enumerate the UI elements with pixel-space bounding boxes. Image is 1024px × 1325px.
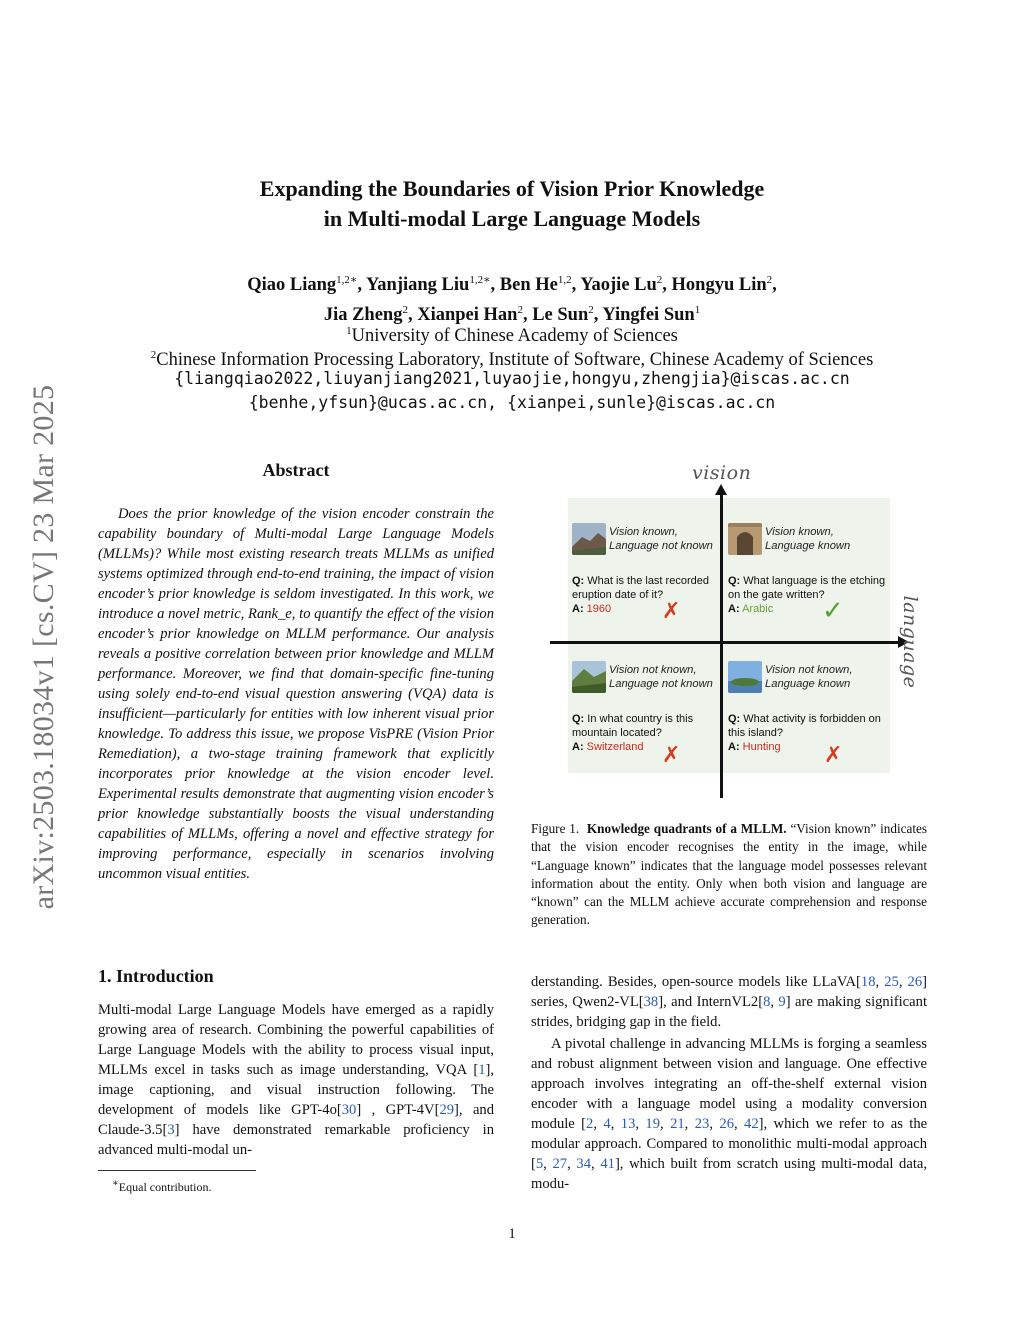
affiliation-2: $^2$Chinese Information Processing Laboratory, Institute of Software, Chinese Academy of Sciences: [150, 349, 874, 371]
quadrant-label: Vision known, Language not known: [609, 526, 713, 552]
quadrant-label: Vision not known, Language not known: [609, 664, 713, 690]
citation-link[interactable]: 3: [167, 1122, 175, 1138]
wrong-mark-icon: ✗: [824, 743, 843, 768]
author-line-2: Jia Zheng$^2$, Xianpei Han$^2$, Le Sun$^2$, Yingfei Sun$^1$: [323, 304, 701, 326]
footnote-divider: [98, 1170, 256, 1171]
citation-link[interactable]: 23: [694, 1116, 710, 1132]
vision-axis-arrow-icon: [715, 484, 727, 495]
paper-title: [0, 174, 1024, 234]
author-name: Ben He: [499, 275, 558, 296]
author-name: Jia Zheng: [323, 305, 403, 326]
citation-link[interactable]: 26: [719, 1116, 734, 1132]
citation-link[interactable]: 18: [860, 974, 876, 990]
quadrant-vision-known-language-known: [728, 523, 888, 653]
citation-link[interactable]: 13: [620, 1116, 636, 1132]
vision-axis-label: vision: [692, 462, 752, 484]
citation-link[interactable]: 30: [341, 1102, 357, 1118]
author-line-1: Qiao Liang$^{1,2∗}$, Yanjiang Liu$^{1,2∗}$, Ben He$^{1,2}$, Yaojie Lu$^2$, Hongyu Lin$^2$,: [247, 274, 777, 296]
quadrant-label: Vision not known, Language known: [765, 664, 853, 690]
email-line-1[interactable]: {liangqiao2022,liuyanjiang2021,luyaojie,hongyu,zhengjia}@iscas.ac.cn: [174, 369, 850, 388]
citation-link[interactable]: 34: [576, 1156, 592, 1172]
citation-link[interactable]: 26: [907, 974, 923, 990]
figure-caption: Figure 1. Knowledge quadrants of a MLLM. “Vision known” indicates that the vision encoder recognises the entity in the image, while “Language known” indicates that the language model possesses relevant information about the entity. Only when both vision and language are “known” can the MLLM achieve accurate comprehension and response generation.: [531, 821, 928, 928]
introduction-text-continued: derstanding. Besides, open-source models like LLaVA[18, 25, 26] series, Qwen2-VL[38], and InternVL2[8, 9] are making significant strides, bridging gap in the field. A pivotal challenge in advancing MLLMs is forging a seamless and robust alignment between vision and language. One effective approach involves integrating an off-the-shelf external vision encoder with a language model using a modality conversion module [2, 4, 13, 19, 21, 23, 26, 42], which we refer to as the modular approach. Compared to monolithic multi-modal approach [5, 27, 34, 41], which built from scratch using multi-modal data, modu-: [531, 974, 928, 1192]
wrong-mark-icon: ✗: [662, 599, 681, 624]
citation-link[interactable]: 9: [778, 994, 786, 1010]
title-line-2: in Multi-modal Large Language Models: [323, 206, 701, 231]
citation-link[interactable]: 1: [478, 1062, 486, 1078]
title-line-1: Expanding the Boundaries of Vision Prior Knowledge: [259, 176, 765, 201]
citation-link[interactable]: 42: [744, 1116, 759, 1132]
correct-check-icon: ✓: [822, 596, 844, 626]
citation-link[interactable]: 25: [884, 974, 899, 990]
author-name: Yanjiang Liu: [365, 275, 470, 296]
page-number: 1: [508, 1226, 516, 1242]
author-name: Yingfei Sun: [602, 305, 695, 326]
abstract-heading: Abstract: [262, 460, 330, 480]
quadrant-qa: Q: What is the last recorded eruption date of it? A: 1960: [572, 575, 709, 615]
introduction-text: Multi-modal Large Language Models have emerged as a rapidly growing area of research. Combining the powerful capabilities of Large Language Models with the ability to process visual input, MLLMs excel in tasks such as image understanding, VQA [1], image captioning, and visual instruction following. The development of models like GPT-4o[30] , GPT-4V[29], and Claude-3.5[3] have demonstrated remarkable proficiency in advanced multi-modal un-: [98, 1002, 495, 1158]
citation-link[interactable]: 38: [643, 994, 659, 1010]
knowledge-quadrants-figure: [540, 460, 932, 805]
language-axis-label: language: [899, 595, 921, 689]
arxiv-identifier[interactable]: arXiv:2503.18034v1 [cs.CV] 23 Mar 2025: [27, 384, 60, 910]
citation-link[interactable]: 41: [600, 1156, 615, 1172]
email-line-2[interactable]: {benhe,yfsun}@ucas.ac.cn, {xianpei,sunle}@iscas.ac.cn: [248, 393, 776, 412]
affiliation-1: $^1$University of Chinese Academy of Sciences: [346, 325, 678, 347]
wrong-mark-icon: ✗: [662, 743, 681, 768]
introduction-heading: 1. Introduction: [98, 966, 214, 986]
abstract-text: Does the prior knowledge of the vision encoder constrain the capability boundary of Multi-modal Large Language Models (MLLMs)? While most existing research treats MLLMs as unified systems optimized through end-to-end training, the impact of vision encoder’s prior knowledge is seldom investigated. In this work, we introduce a novel metric, Rank_e, to quantify the effect of the vision encoder’s prior knowledge on MLLM performance. Our analysis reveals a positive correlation between prior knowledge and MLLM performance. Moreover, we find that domain-specific fine-tuning using solely end-to-end visual question answering (VQA) data is insufficient—particularly for entities with low inherent visual prior knowledge. To address this issue, we propose VisPRE (Vision Prior Remediation), a two-stage training framework that explicitly incorporates prior knowledge at the vision encoder level. Experimental results demonstrate that augmenting vision encoder’s prior knowledge substantially boosts the visual understanding capabilities of MLLMs, offering a novel and effective strategy for improving performance, especially in scenarios involving uncommon visual entities.: [98, 506, 494, 882]
author-name: Hongyu Lin: [671, 275, 767, 296]
quadrant-vision-known-language-not-known: [572, 523, 732, 653]
quadrant-label: Vision known, Language known: [765, 526, 851, 552]
quadrant-qa: Q: What language is the etching on the gate written? A: Arabic: [728, 575, 886, 615]
author-name: Le Sun: [532, 305, 589, 326]
citation-link[interactable]: 29: [439, 1102, 455, 1118]
quadrant-qa: Q: What activity is forbidden on this island? A: Hunting: [728, 713, 881, 753]
quadrant-vision-not-known-language-not-known: [572, 661, 732, 791]
citation-link[interactable]: 4: [603, 1116, 611, 1132]
author-name: Xianpei Han: [417, 305, 518, 326]
citation-link[interactable]: 21: [670, 1116, 685, 1132]
island-image: [728, 661, 762, 693]
citation-link[interactable]: 5: [535, 1156, 544, 1172]
author-name: Qiao Liang: [247, 275, 337, 296]
mountain-image: [572, 661, 606, 693]
citation-link[interactable]: 8: [763, 994, 771, 1010]
citation-link[interactable]: 19: [645, 1116, 661, 1132]
quadrant-vision-not-known-language-known: [728, 661, 888, 791]
author-name: Yaojie Lu: [580, 275, 657, 296]
citation-link[interactable]: 27: [552, 1156, 568, 1172]
footnote: ∗Equal contribution.: [112, 1178, 212, 1194]
stone-gate-image: [728, 523, 762, 555]
quadrant-qa: Q: In what country is this mountain located? A: Switzerland: [572, 713, 694, 753]
volcano-image: [572, 523, 606, 555]
citation-link[interactable]: 2: [586, 1116, 594, 1132]
